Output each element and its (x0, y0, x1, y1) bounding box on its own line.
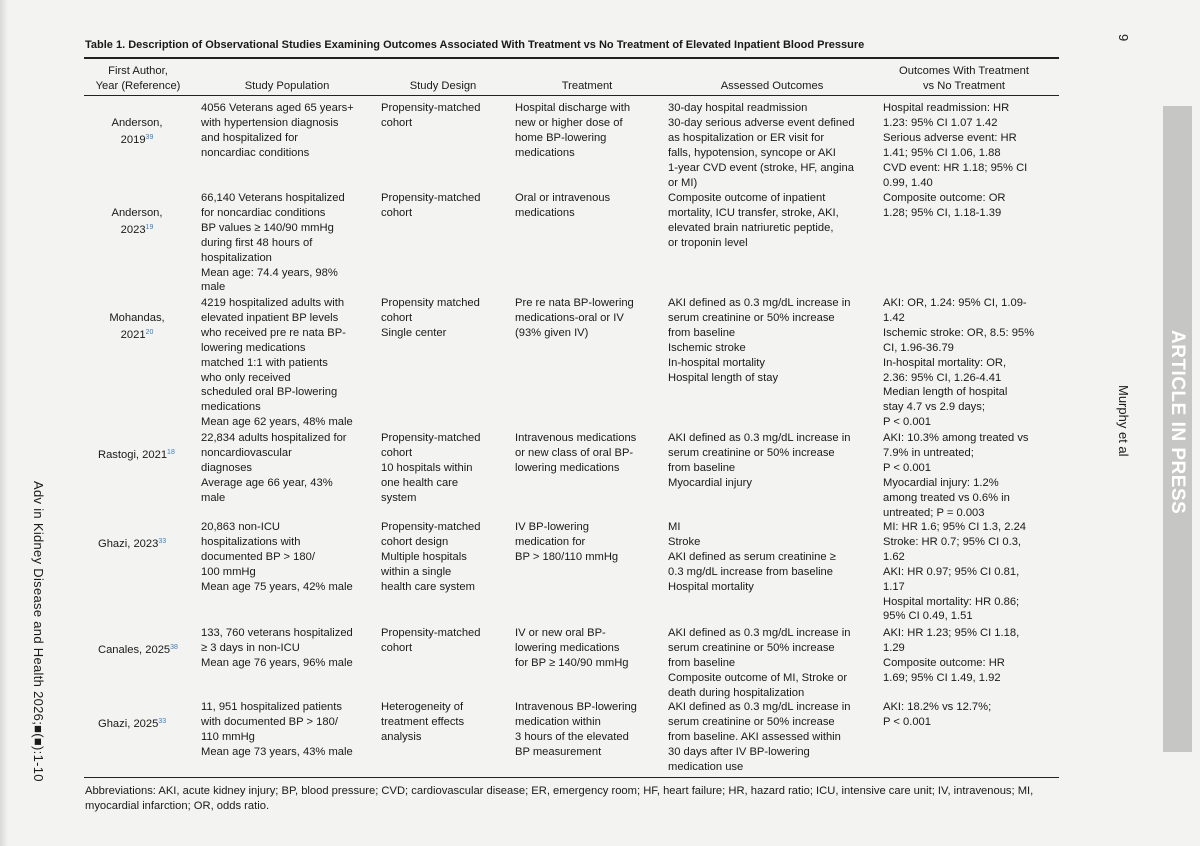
row7-author: Ghazi, 2025$^{33}$ (98, 717, 167, 730)
row1-treatment: Hospital discharge with new or higher dose of home BP-lowering medications (515, 102, 631, 159)
row3-population: 4219 hospitalized adults with elevated inpatient BP levels who received pre re nata BP- lowering medications matched 1:1 with patients who only received scheduled oral BP-lowering medications Mean age 62 years, 48% male (201, 297, 353, 429)
row2-author: Anderson, 2023$^{19}$ (111, 206, 163, 236)
row4-results: AKI: 10.3% among treated vs 7.9% in untreated; P < 0.001 Myocardial injury: 1.2% among treated vs 0.6% in untreated; P = 0.003 (883, 432, 1029, 519)
table-bottom-rule (84, 777, 1059, 778)
row4-ref-link[interactable]: 18 (167, 448, 175, 456)
header-design: Study Design (409, 80, 477, 92)
row3-design: Propensity matched cohort Single center (381, 297, 480, 339)
row7-ref-link[interactable]: 33 (158, 717, 167, 725)
row5-outcomes: MI Stroke AKI defined as serum creatinine ≥ 0.3 mg/dL increase from baseline Hospital mortality (668, 521, 836, 593)
row1-design: Propensity-matched cohort (381, 102, 481, 129)
row5-ref-link[interactable]: 33 (158, 537, 167, 545)
row5-author: Ghazi, 2023$^{33}$ (98, 537, 167, 550)
row4-outcomes: AKI defined as 0.3 mg/dL increase in serum creatinine or 50% increase from baseline Myocardial injury (668, 432, 851, 489)
running-author: Murphy et al (1116, 385, 1131, 457)
header-outcomes: Assessed Outcomes (720, 80, 824, 92)
table-title: Table 1. Description of Observational Studies Examining Outcomes Associated With Treatment vs No Treatment of Elevated Inpatient Blood Pressure (85, 39, 865, 51)
row1-author: Anderson, 2019$^{39}$ (111, 116, 163, 146)
row4-design: Propensity-matched cohort 10 hospitals within one health care system (381, 432, 481, 504)
row2-outcomes: Composite outcome of inpatient mortality, ICU transfer, stroke, AKI, elevated brain natriuretic peptide, or troponin level (668, 192, 839, 249)
row5-design: Propensity-matched cohort design Multiple hospitals within a single health care system (381, 521, 481, 593)
row6-results: AKI: HR 1.23; 95% CI 1.18, 1.29 Composite outcome: HR 1.69; 95% CI 1.49, 1.92 (883, 627, 1020, 684)
row7-treatment: Intravenous BP-lowering medication within 3 hours of the elevated BP measurement (515, 701, 637, 758)
row6-population: 133, 760 veterans hospitalized ≥ 3 days in non-ICU Mean age 76 years, 96% male (201, 627, 353, 669)
row6-outcomes: AKI defined as 0.3 mg/dL increase in serum creatinine or 50% increase from baseline Composite outcome of MI, Stroke or death during hospitalization (668, 627, 851, 699)
page-number: 9 (1116, 34, 1131, 42)
article-in-press-label: ARTICLE IN PRESS (1167, 330, 1188, 515)
row2-design: Propensity-matched cohort (381, 192, 481, 219)
header-author: First Author, Year (Reference) (95, 65, 181, 92)
row3-treatment: Pre re nata BP-lowering medications-oral or IV (93% given IV) (515, 297, 634, 339)
row5-results: MI: HR 1.6; 95% CI 1.3, 2.24 Stroke: HR 0.7; 95% CI 0.3, 1.62 AKI: HR 0.97; 95% CI 0.81, 1.17 Hospital mortality: HR 0.86; 95% CI 0.49, 1.51 (883, 521, 1027, 623)
header-results: Outcomes With Treatment vs No Treatment (899, 65, 1029, 92)
row4-population: 22,834 adults hospitalized for noncardiovascular diagnoses Average age 66 year, 43% male (201, 432, 347, 504)
row3-author: Mohandas, 2021$^{20}$ (109, 311, 165, 341)
table-footnote: Abbreviations: AKI, acute kidney injury; BP, blood pressure; CVD; cardiovascular disease; ER, emergency room; HF, heart failure; HR, hazard ratio; ICU, intensive care unit; IV, intravenous; MI, myocardial infarction; OR, odds ratio. (85, 785, 1034, 812)
row2-results: Composite outcome: OR 1.28; 95% CI, 1.18-1.39 (883, 192, 1006, 219)
header-population: Study Population (244, 80, 330, 92)
row1-results: Hospital readmission: HR 1.23: 95% CI 1.07 1.42 Serious adverse event: HR 1.41; 95% CI 1.06, 1.88 CVD event: HR 1.18; 95% CI 0.99, 1.40 (883, 102, 1028, 189)
row5-population: 20,863 non-ICU hospitalizations with documented BP > 180/ 100 mmHg Mean age 75 years, 42% male (201, 521, 353, 593)
row3-ref-link[interactable]: 20 (145, 328, 154, 336)
row7-results: AKI: 18.2% vs 12.7%; P < 0.001 (883, 701, 992, 728)
table-header-rule (84, 95, 1059, 96)
row3-outcomes: AKI defined as 0.3 mg/dL increase in serum creatinine or 50% increase from baseline Ischemic stroke In-hospital mortality Hospital length of stay (668, 297, 851, 384)
row2-population: 66,140 Veterans hospitalized for noncardiac conditions BP values ≥ 140/90 mmHg during first 48 hours of hospitalization Mean age: 74.4 years, 98% male (201, 192, 345, 294)
row6-treatment: IV or new oral BP- lowering medications for BP ≥ 140/90 mmHg (515, 627, 629, 669)
row6-author: Canales, 2025$^{38}$ (98, 643, 178, 656)
row2-ref-link[interactable]: 19 (145, 223, 154, 231)
row2-treatment: Oral or intravenous medications (515, 192, 611, 219)
row6-design: Propensity-matched cohort (381, 627, 481, 654)
row7-population: 11, 951 hospitalized patients with documented BP > 180/ 110 mmHg Mean age 73 years, 43% male (201, 701, 353, 758)
row1-outcomes: 30-day hospital readmission 30-day serious adverse event defined as hospitalization or ER visit for falls, hypotension, syncope or AKI 1-year CVD event (stroke, HF, angina or MI) (668, 102, 855, 189)
row4-author: Rastogi, 2021$^{18}$ (98, 448, 175, 461)
row7-outcomes: AKI defined as 0.3 mg/dL increase in serum creatinine or 50% increase from baseline. AKI assessed within 30 days after IV BP-lowering medication use (668, 701, 851, 773)
row1-population: 4056 Veterans aged 65 years+ with hypertension diagnosis and hospitalized for noncardiac conditions (201, 102, 354, 159)
row7-design: Heterogeneity of treatment effects analysis (381, 701, 465, 743)
table-top-rule (84, 57, 1059, 59)
row3-results: AKI: OR, 1.24: 95% CI, 1.09- 1.42 Ischemic stroke: OR, 8.5: 95% CI, 1.96-36.79 In-hospital mortality: OR, 2.36: 95% CI, 1.26-4.41 Median length of hospital stay 4.7 vs 2.9 days; P < 0.001 (883, 297, 1035, 429)
row5-treatment: IV BP-lowering medication for BP > 180/110 mmHg (515, 521, 619, 563)
page-edge-shadow (0, 0, 8, 846)
row1-ref-link[interactable]: 39 (145, 133, 154, 141)
row4-treatment: Intravenous medications or new class of oral BP- lowering medications (515, 432, 637, 474)
row6-ref-link[interactable]: 38 (170, 643, 178, 651)
journal-citation: Adv in Kidney Disease and Health 2026;■(■):1-10 (31, 481, 46, 782)
header-treatment: Treatment (561, 80, 613, 92)
